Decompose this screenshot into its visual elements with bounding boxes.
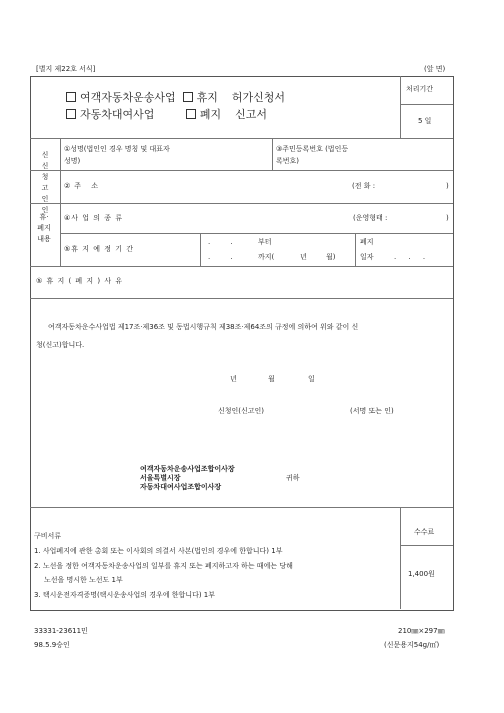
page-side: (앞 면) bbox=[424, 65, 446, 73]
phone-label: (전 화 : bbox=[352, 182, 376, 190]
checkbox-suspension[interactable] bbox=[183, 92, 193, 102]
form-code: 33331-23611민 bbox=[34, 627, 88, 635]
title-car-rental: 자동차대여사업 bbox=[80, 108, 155, 121]
document-item-2b: 노선을 명시한 노선도 1부 bbox=[44, 576, 123, 584]
document-item-1: 1. 사업폐지에 관한 총회 또는 이사회의 의결서 사본(법인의 경우에 한합니다) 1부 bbox=[34, 547, 283, 555]
signature-note: (서명 또는 인) bbox=[350, 407, 394, 415]
honorific: 귀하 bbox=[286, 474, 300, 482]
address-label: ②주 소 bbox=[64, 182, 103, 190]
operation-type-label: (운영형태 : bbox=[353, 214, 388, 222]
phone-close: ) bbox=[446, 182, 449, 190]
approval-date: 98.5.9승인 bbox=[34, 641, 70, 649]
paper-type: (신문용지54g/㎡) bbox=[384, 641, 440, 649]
checkbox-car-rental[interactable] bbox=[66, 109, 76, 119]
registration-label bbox=[276, 143, 352, 167]
title-suspension: 휴지 bbox=[196, 91, 218, 104]
registration-field[interactable] bbox=[356, 140, 450, 168]
checkbox-passenger-transport[interactable] bbox=[66, 92, 76, 102]
paper-size: 210㎜×297㎜ bbox=[398, 627, 445, 635]
reason-field[interactable] bbox=[150, 268, 450, 296]
applicant-signature-label: 신청인(신고인) bbox=[218, 407, 265, 415]
title-permit-application: 허가신청서 bbox=[231, 91, 286, 104]
title-line-1 bbox=[66, 92, 285, 103]
date-day: 일 bbox=[308, 375, 315, 383]
period-to-label: 까지( bbox=[258, 253, 275, 261]
period-to-dots: . . bbox=[208, 253, 233, 261]
period-year-label: 년 bbox=[300, 253, 307, 261]
address-field[interactable] bbox=[110, 172, 340, 200]
title-closure: 폐지 bbox=[199, 108, 222, 121]
fee-label: 수수료 bbox=[414, 528, 435, 536]
period-from-label: 부터 bbox=[258, 238, 272, 246]
name-field[interactable] bbox=[176, 140, 270, 168]
closure-label: 폐지 bbox=[360, 238, 374, 246]
name-label-text: ①성명(법인인 경우 명칭 및 대표자성명) bbox=[64, 145, 170, 165]
period-from-dots: . . bbox=[208, 238, 233, 246]
date-month: 월 bbox=[268, 375, 275, 383]
business-type-field[interactable] bbox=[170, 205, 340, 231]
applicant-section-label: 신 신 청 고 인 인 bbox=[41, 151, 49, 214]
registration-label-text: ③주민등록번호 (법인등록번호) bbox=[276, 145, 349, 165]
reason-label: ⑤ 휴 지 ( 폐 지 ) 사 유 bbox=[36, 277, 124, 285]
document-item-2a: 2. 노선을 정한 여객자동차운송사업의 일부를 휴지 또는 폐지하고자 하는 때에는 당해 bbox=[34, 562, 293, 570]
closure-date-dots: . . . bbox=[394, 253, 426, 261]
recipient-rental-association: 자동차대여사업조합이사장 bbox=[140, 483, 222, 491]
form-number: [별지 제22호 서식] bbox=[36, 65, 96, 73]
recipient-association: 여객자동차운송사업조합이사장 bbox=[140, 465, 235, 473]
title-passenger-transport: 여객자동차운송사업 bbox=[80, 91, 176, 104]
business-type-label: ④사 업 의 종 류 bbox=[64, 214, 123, 222]
name-label bbox=[64, 143, 174, 167]
suspension-section-label: 휴· 폐지 내용 bbox=[37, 213, 51, 243]
statement-line-1: 여객자동차운수사업법 제17조·제36조 및 동법시행규칙 제38조·제64조의 규정에 의하여 위와 같이 신 bbox=[48, 323, 359, 331]
title-report: 신고서 bbox=[235, 108, 268, 121]
title-line-2 bbox=[66, 109, 267, 120]
processing-period-label: 처리기간 bbox=[406, 85, 434, 93]
documents-heading: 구비서류 bbox=[34, 532, 62, 540]
checkbox-closure[interactable] bbox=[186, 109, 196, 119]
period-month-label: 월) bbox=[326, 253, 336, 261]
statement-line-2: 청(신고)합니다. bbox=[36, 341, 85, 349]
fee-value: 1,400원 bbox=[408, 570, 435, 578]
period-label: ⑤휴 지 예 정 기 간 bbox=[64, 245, 134, 253]
date-year: 년 bbox=[230, 375, 237, 383]
closure-date-label: 일자 bbox=[360, 253, 374, 261]
document-item-3: 3. 택시운전자격증명(택시운송사업의 경우에 한합니다) 1부 bbox=[34, 591, 216, 599]
recipient-seoul-mayor: 서울특별시장 bbox=[140, 474, 181, 482]
operation-type-close: ) bbox=[446, 214, 449, 222]
processing-period-value: 5 일 bbox=[418, 117, 432, 125]
